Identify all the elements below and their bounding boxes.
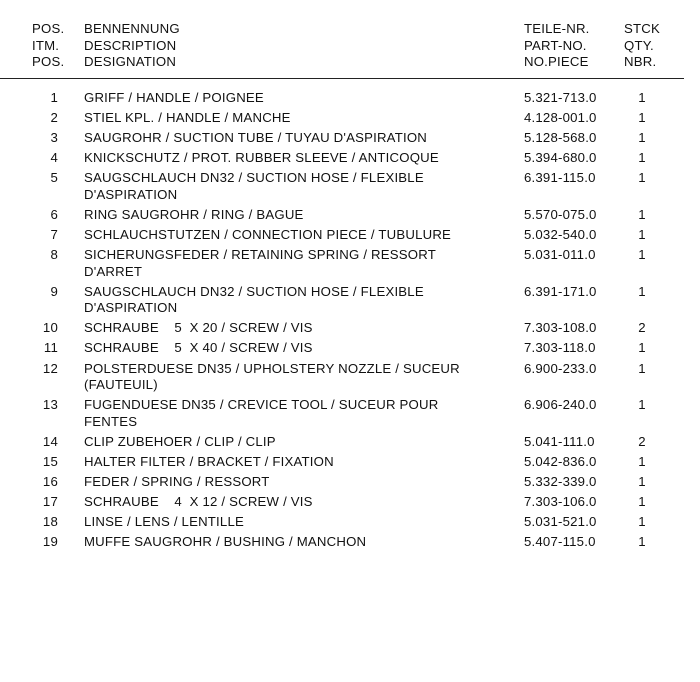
header-pos-column xyxy=(32,21,64,71)
row-description: FUGENDUESE DN35 / CREVICE TOOL / SUCEUR POUR FENTES xyxy=(84,397,443,429)
header-pos-label: POS. xyxy=(32,54,65,69)
header-quantity-label: NBR. xyxy=(624,54,657,69)
row-quantity: 1 xyxy=(638,397,646,413)
row-quantity: 1 xyxy=(638,473,646,489)
row-quantity: 1 xyxy=(638,283,646,299)
table-row xyxy=(0,284,700,317)
table-row xyxy=(0,90,700,107)
row-part-number: 5.031-521.0 xyxy=(524,514,597,530)
table-row xyxy=(0,534,700,551)
table-row xyxy=(0,397,700,430)
row-position-number: 17 xyxy=(42,494,58,509)
table-row xyxy=(0,361,700,394)
row-quantity: 2 xyxy=(638,320,646,336)
row-description: SCHRAUBE 4 X 12 / SCREW / VIS xyxy=(84,494,313,509)
header-pos-label: POS. xyxy=(32,21,65,36)
table-row xyxy=(0,434,700,451)
row-quantity: 1 xyxy=(638,206,646,222)
row-description: SAUGSCHLAUCH DN32 / SUCTION HOSE / FLEXIBLE D'ASPIRATION xyxy=(84,283,428,316)
row-position-number: 13 xyxy=(42,397,58,413)
row-position-number: 8 xyxy=(50,247,58,263)
row-quantity: 1 xyxy=(638,514,646,530)
row-position-number: 2 xyxy=(50,110,58,126)
row-quantity: 1 xyxy=(638,110,646,126)
row-part-number: 5.332-339.0 xyxy=(524,473,597,489)
row-position-number: 14 xyxy=(42,433,58,449)
header-description-label: BENNENNUNG xyxy=(84,21,180,36)
row-part-number: 5.032-540.0 xyxy=(524,227,597,243)
parts-table-body xyxy=(0,90,700,554)
row-part-number: 4.128-001.0 xyxy=(524,110,597,126)
row-description: CLIP ZUBEHOER / CLIP / CLIP xyxy=(84,433,276,449)
row-description: FEDER / SPRING / RESSORT xyxy=(84,473,270,489)
row-quantity: 1 xyxy=(638,453,646,469)
header-part-number-label: NO.PIECE xyxy=(524,54,589,69)
row-part-number: 6.906-240.0 xyxy=(524,397,597,413)
table-row xyxy=(0,150,700,167)
row-part-number: 7.303-118.0 xyxy=(524,340,596,356)
table-row xyxy=(0,110,700,127)
header-divider xyxy=(0,78,684,79)
row-position-number: 16 xyxy=(42,473,58,489)
row-part-number: 7.303-108.0 xyxy=(524,320,597,336)
row-part-number: 5.407-115.0 xyxy=(524,534,596,550)
header-description-column xyxy=(84,21,180,71)
row-quantity: 1 xyxy=(638,534,646,550)
row-quantity: 1 xyxy=(638,360,646,376)
row-quantity: 1 xyxy=(638,247,646,263)
row-quantity: 2 xyxy=(638,433,646,449)
row-quantity: 1 xyxy=(638,340,646,356)
row-part-number: 5.570-075.0 xyxy=(524,206,597,222)
row-description: RING SAUGROHR / RING / BAGUE xyxy=(84,206,304,222)
row-position-number: 1 xyxy=(50,90,58,105)
row-description: SCHLAUCHSTUTZEN / CONNECTION PIECE / TUBULURE xyxy=(84,227,452,243)
row-position-number: 11 xyxy=(43,340,58,356)
row-description: POLSTERDUESE DN35 / UPHOLSTERY NOZZLE / SUCEUR (FAUTEUIL) xyxy=(84,360,464,393)
table-row xyxy=(0,170,700,203)
row-description: STIEL KPL. / HANDLE / MANCHE xyxy=(84,110,291,126)
row-position-number: 7 xyxy=(50,227,58,243)
row-description: SAUGSCHLAUCH DN32 / SUCTION HOSE / FLEXIBLE D'ASPIRATION xyxy=(84,170,428,202)
header-quantity-label: STCK xyxy=(624,21,660,36)
table-row xyxy=(0,474,700,491)
table-row xyxy=(0,247,700,280)
row-description: LINSE / LENS / LENTILLE xyxy=(84,514,244,530)
row-description: MUFFE SAUGROHR / BUSHING / MANCHON xyxy=(84,534,367,550)
row-description: SICHERUNGSFEDER / RETAINING SPRING / RESSORT D'ARRET xyxy=(84,247,440,279)
header-part-number-label: PART-NO. xyxy=(524,37,587,53)
row-description: SCHRAUBE 5 X 40 / SCREW / VIS xyxy=(84,340,313,356)
header-quantity-column xyxy=(624,21,660,71)
row-position-number: 15 xyxy=(42,453,58,469)
row-quantity: 1 xyxy=(638,494,646,509)
header-part-number-column xyxy=(524,21,590,71)
table-row xyxy=(0,130,700,147)
table-row xyxy=(0,207,700,224)
header-description-label: DESIGNATION xyxy=(84,54,177,69)
table-row xyxy=(0,340,700,357)
header-pos-label: ITM. xyxy=(32,37,60,53)
row-position-number: 18 xyxy=(42,514,58,530)
row-description: HALTER FILTER / BRACKET / FIXATION xyxy=(84,453,334,469)
table-row xyxy=(0,227,700,244)
row-position-number: 6 xyxy=(50,206,58,222)
row-position-number: 3 xyxy=(50,130,58,146)
table-row xyxy=(0,454,700,471)
table-row xyxy=(0,514,700,531)
row-part-number: 6.900-233.0 xyxy=(524,360,597,376)
row-description: GRIFF / HANDLE / POIGNEE xyxy=(84,90,264,105)
row-position-number: 12 xyxy=(42,360,58,376)
row-part-number: 5.394-680.0 xyxy=(524,150,597,166)
table-row xyxy=(0,494,700,511)
row-part-number: 5.041-111.0 xyxy=(524,433,595,449)
table-row xyxy=(0,320,700,337)
row-quantity: 1 xyxy=(638,130,646,146)
row-part-number: 6.391-171.0 xyxy=(524,283,597,299)
row-position-number: 10 xyxy=(42,320,58,336)
row-part-number: 6.391-115.0 xyxy=(524,170,596,186)
row-quantity: 1 xyxy=(638,170,646,186)
row-part-number: 5.128-568.0 xyxy=(524,130,597,146)
row-quantity: 1 xyxy=(638,227,646,243)
header-part-number-label: TEILE-NR. xyxy=(524,21,590,36)
row-description: SCHRAUBE 5 X 20 / SCREW / VIS xyxy=(84,320,313,336)
row-position-number: 4 xyxy=(50,150,58,166)
row-part-number: 5.042-836.0 xyxy=(524,453,597,469)
row-description: SAUGROHR / SUCTION TUBE / TUYAU D'ASPIRATION xyxy=(84,130,427,146)
header-description-label: DESCRIPTION xyxy=(84,37,177,53)
header-quantity-label: QTY. xyxy=(624,37,654,53)
row-position-number: 9 xyxy=(50,283,58,299)
row-quantity: 1 xyxy=(638,150,646,166)
row-quantity: 1 xyxy=(638,90,646,105)
row-part-number: 7.303-106.0 xyxy=(524,494,597,509)
row-position-number: 5 xyxy=(50,170,58,186)
table-header xyxy=(0,21,700,73)
row-part-number: 5.031-011.0 xyxy=(524,247,596,263)
row-part-number: 5.321-713.0 xyxy=(524,90,597,105)
row-position-number: 19 xyxy=(42,534,58,550)
row-description: KNICKSCHUTZ / PROT. RUBBER SLEEVE / ANTICOQUE xyxy=(84,150,439,166)
